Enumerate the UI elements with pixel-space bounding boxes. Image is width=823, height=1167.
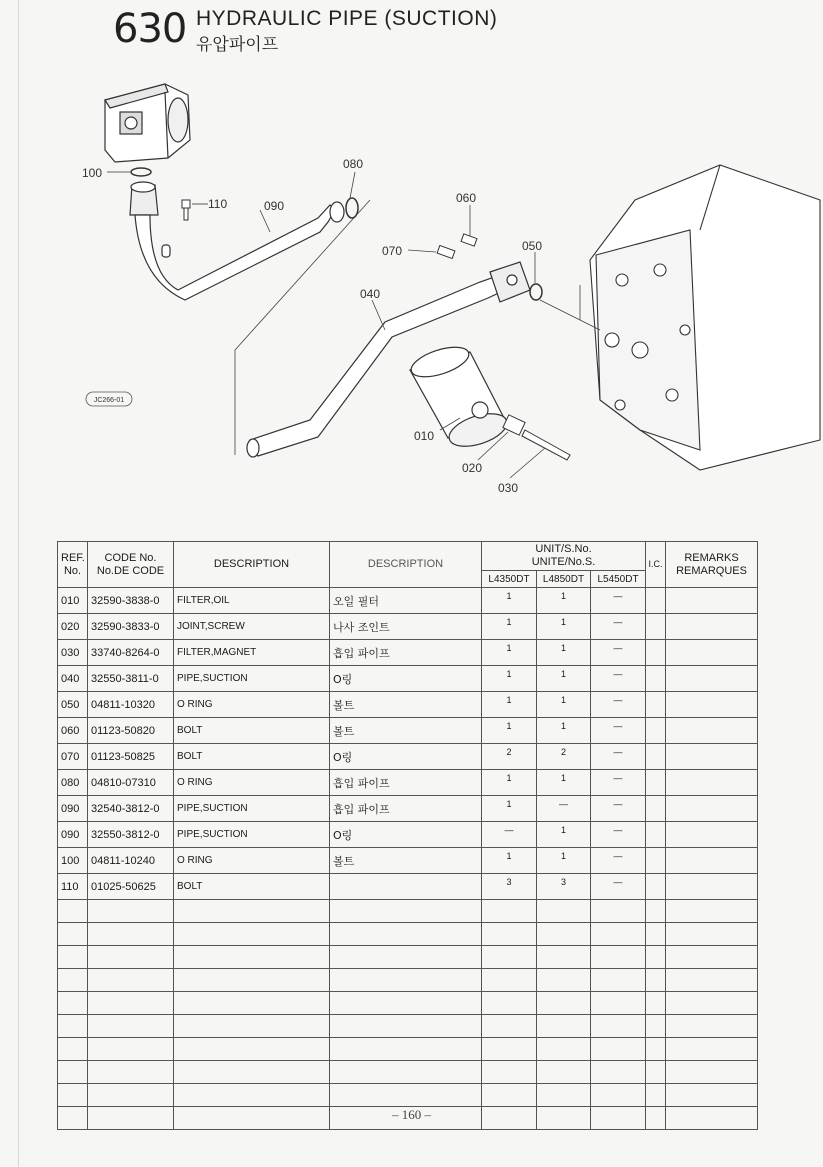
qty-l4850dt-cell: 1 xyxy=(537,822,591,848)
description-ko-cell: 나사 조인트 xyxy=(330,614,482,640)
remarks-cell xyxy=(666,588,758,614)
header-ic: I.C. xyxy=(646,542,666,588)
empty-cell xyxy=(591,1038,646,1061)
description-cell: BOLT xyxy=(174,744,330,770)
qty-l4850dt-cell: 1 xyxy=(537,588,591,614)
empty-cell xyxy=(646,923,666,946)
ic-cell xyxy=(646,614,666,640)
empty-cell xyxy=(666,1038,758,1061)
qty-l5450dt-cell: — xyxy=(591,614,646,640)
pipe-090-shape xyxy=(130,182,344,300)
ref-cell: 070 xyxy=(58,744,88,770)
code-cell: 01123-50820 xyxy=(88,718,174,744)
empty-table-row xyxy=(58,946,758,969)
qty-l4850dt-cell: 1 xyxy=(537,770,591,796)
empty-cell xyxy=(537,969,591,992)
callout-110: 110 xyxy=(208,197,228,211)
code-cell: 04811-10240 xyxy=(88,848,174,874)
empty-cell xyxy=(330,900,482,923)
code-cell: 32590-3833-0 xyxy=(88,614,174,640)
qty-l4350dt-cell: 1 xyxy=(482,666,537,692)
empty-cell xyxy=(537,1038,591,1061)
empty-cell xyxy=(88,1015,174,1038)
exploded-parts-diagram xyxy=(0,0,823,520)
qty-l4350dt-cell: 1 xyxy=(482,614,537,640)
ref-cell: 040 xyxy=(58,666,88,692)
empty-cell xyxy=(88,900,174,923)
header-description: DESCRIPTION xyxy=(174,542,330,588)
table-row xyxy=(58,588,758,614)
qty-l5450dt-cell: — xyxy=(591,666,646,692)
qty-l4350dt-cell: 3 xyxy=(482,874,537,900)
callout-100: 100 xyxy=(82,166,103,180)
description-ko-cell: O링 xyxy=(330,822,482,848)
parts-table-body xyxy=(58,588,758,1130)
description-cell: O RING xyxy=(174,848,330,874)
qty-l4850dt-cell: 1 xyxy=(537,848,591,874)
empty-cell xyxy=(174,946,330,969)
ic-cell xyxy=(646,640,666,666)
ref-cell: 020 xyxy=(58,614,88,640)
empty-cell xyxy=(591,946,646,969)
qty-l4350dt-cell: 1 xyxy=(482,848,537,874)
footer-page-number: – 160 – xyxy=(392,1107,431,1122)
ic-cell xyxy=(646,718,666,744)
table-row xyxy=(58,718,758,744)
remarks-cell xyxy=(666,718,758,744)
header-ref xyxy=(58,542,88,588)
empty-table-row xyxy=(58,1015,758,1038)
empty-cell xyxy=(58,900,88,923)
hydraulic-pump-illustration xyxy=(105,84,190,162)
empty-table-row xyxy=(58,1061,758,1084)
header-ref-line1: REF. xyxy=(61,551,85,564)
qty-l5450dt-cell: — xyxy=(591,822,646,848)
empty-cell xyxy=(591,969,646,992)
ref-cell: 060 xyxy=(58,718,88,744)
empty-cell xyxy=(646,992,666,1015)
ref-cell: 100 xyxy=(58,848,88,874)
empty-cell xyxy=(482,1038,537,1061)
empty-cell xyxy=(174,969,330,992)
qty-l4850dt-cell: 1 xyxy=(537,614,591,640)
empty-cell xyxy=(666,992,758,1015)
code-cell: 33740-8264-0 xyxy=(88,640,174,666)
qty-l5450dt-cell: — xyxy=(591,744,646,770)
empty-cell xyxy=(537,923,591,946)
header-remarks-line2: REMARQUES xyxy=(676,564,747,577)
o-ring-050-shape xyxy=(530,284,542,300)
empty-cell xyxy=(174,1038,330,1061)
empty-cell xyxy=(174,1061,330,1084)
description-ko-cell: 오일 필터 xyxy=(330,588,482,614)
remarks-cell xyxy=(666,640,758,666)
empty-cell xyxy=(591,1084,646,1107)
header-code xyxy=(88,542,174,588)
empty-cell xyxy=(330,1084,482,1107)
ref-cell: 080 xyxy=(58,770,88,796)
ic-cell xyxy=(646,796,666,822)
qty-l4350dt-cell: 1 xyxy=(482,718,537,744)
empty-cell xyxy=(330,1015,482,1038)
qty-l4350dt-cell: 1 xyxy=(482,588,537,614)
bolt-070-shape xyxy=(437,246,455,259)
empty-cell xyxy=(174,900,330,923)
section-number: 630 xyxy=(113,6,187,52)
header-model-l4850dt: L4850DT xyxy=(537,571,591,588)
qty-l4850dt-cell: — xyxy=(537,796,591,822)
qty-l4350dt-cell: 2 xyxy=(482,744,537,770)
header-ref-line2: No. xyxy=(63,564,82,577)
empty-cell xyxy=(482,923,537,946)
description-cell: O RING xyxy=(174,770,330,796)
header-model-l5450dt: L5450DT xyxy=(591,571,646,588)
empty-cell xyxy=(174,992,330,1015)
ic-cell xyxy=(646,588,666,614)
empty-cell xyxy=(482,946,537,969)
qty-l5450dt-cell: — xyxy=(591,718,646,744)
qty-l4850dt-cell: 1 xyxy=(537,718,591,744)
table-row xyxy=(58,614,758,640)
callout-070: 070 xyxy=(382,244,403,258)
description-ko-cell: 흡입 파이프 xyxy=(330,796,482,822)
o-ring-100-shape xyxy=(131,168,151,176)
ref-cell: 010 xyxy=(58,588,88,614)
table-row xyxy=(58,666,758,692)
callout-030: 030 xyxy=(498,481,519,495)
empty-cell xyxy=(666,1061,758,1084)
qty-l4850dt-cell: 1 xyxy=(537,640,591,666)
empty-cell xyxy=(482,1061,537,1084)
qty-l5450dt-cell: — xyxy=(591,796,646,822)
empty-cell xyxy=(88,1084,174,1107)
table-row xyxy=(58,822,758,848)
qty-l5450dt-cell: — xyxy=(591,588,646,614)
callout-020: 020 xyxy=(462,461,483,475)
qty-l4850dt-cell: 2 xyxy=(537,744,591,770)
empty-cell xyxy=(537,1015,591,1038)
callout-090: 090 xyxy=(264,199,285,213)
empty-table-row xyxy=(58,992,758,1015)
callout-080: 080 xyxy=(343,157,364,171)
ic-cell xyxy=(646,692,666,718)
header-code-line2: No.DE CODE xyxy=(96,564,165,577)
empty-table-row xyxy=(58,969,758,992)
empty-cell xyxy=(330,969,482,992)
empty-cell xyxy=(330,946,482,969)
code-cell: 01025-50625 xyxy=(88,874,174,900)
figure-code: JC266-01 xyxy=(93,397,125,404)
empty-cell xyxy=(646,1015,666,1038)
empty-cell xyxy=(537,1061,591,1084)
empty-cell xyxy=(88,1061,174,1084)
remarks-cell xyxy=(666,874,758,900)
remarks-cell xyxy=(666,770,758,796)
table-row xyxy=(58,848,758,874)
empty-cell xyxy=(482,1015,537,1038)
ref-cell: 050 xyxy=(58,692,88,718)
description-cell: PIPE,SUCTION xyxy=(174,666,330,692)
empty-cell xyxy=(58,1061,88,1084)
remarks-cell xyxy=(666,822,758,848)
empty-cell xyxy=(88,923,174,946)
qty-l4350dt-cell: 1 xyxy=(482,640,537,666)
table-row xyxy=(58,744,758,770)
empty-cell xyxy=(58,946,88,969)
description-ko-cell: 볼트 xyxy=(330,848,482,874)
remarks-cell xyxy=(666,614,758,640)
ic-cell xyxy=(646,770,666,796)
empty-cell xyxy=(591,1015,646,1038)
empty-cell xyxy=(88,1038,174,1061)
description-ko-cell: 흡입 파이프 xyxy=(330,640,482,666)
empty-cell xyxy=(174,1084,330,1107)
description-cell: PIPE,SUCTION xyxy=(174,796,330,822)
empty-cell xyxy=(88,969,174,992)
description-ko-cell: O링 xyxy=(330,666,482,692)
magnet-filter-030-shape xyxy=(522,430,570,460)
description-ko-cell: 볼트 xyxy=(330,692,482,718)
empty-cell xyxy=(330,1038,482,1061)
empty-cell xyxy=(591,1061,646,1084)
empty-cell xyxy=(666,1084,758,1107)
description-cell: JOINT,SCREW xyxy=(174,614,330,640)
remarks-cell xyxy=(666,796,758,822)
empty-cell xyxy=(482,992,537,1015)
description-cell: FILTER,OIL xyxy=(174,588,330,614)
table-row xyxy=(58,640,758,666)
remarks-cell xyxy=(666,744,758,770)
qty-l5450dt-cell: — xyxy=(591,874,646,900)
callout-010: 010 xyxy=(414,429,435,443)
header-unit xyxy=(482,542,646,571)
empty-cell xyxy=(174,923,330,946)
empty-cell xyxy=(537,946,591,969)
empty-cell xyxy=(646,946,666,969)
callout-050: 050 xyxy=(522,239,543,253)
empty-cell xyxy=(666,900,758,923)
table-row xyxy=(58,770,758,796)
ic-cell xyxy=(646,822,666,848)
page-title: HYDRAULIC PIPE (SUCTION) xyxy=(196,7,498,30)
ic-cell xyxy=(646,874,666,900)
description-ko-cell xyxy=(330,874,482,900)
bolt-060-shape xyxy=(461,234,477,246)
empty-cell xyxy=(646,969,666,992)
callout-040: 040 xyxy=(360,287,381,301)
empty-cell xyxy=(88,946,174,969)
empty-cell xyxy=(666,1015,758,1038)
empty-cell xyxy=(58,1038,88,1061)
header-remarks-line1: REMARKS xyxy=(684,551,739,564)
description-cell: O RING xyxy=(174,692,330,718)
empty-table-row xyxy=(58,1084,758,1107)
empty-cell xyxy=(482,1084,537,1107)
code-cell: 04811-10320 xyxy=(88,692,174,718)
ref-cell: 030 xyxy=(58,640,88,666)
callout-060: 060 xyxy=(456,191,477,205)
empty-cell xyxy=(58,992,88,1015)
empty-cell xyxy=(591,900,646,923)
empty-cell xyxy=(58,1084,88,1107)
qty-l5450dt-cell: — xyxy=(591,640,646,666)
empty-cell xyxy=(591,992,646,1015)
ref-cell: 090 xyxy=(58,796,88,822)
ic-cell xyxy=(646,666,666,692)
qty-l4850dt-cell: 3 xyxy=(537,874,591,900)
remarks-cell xyxy=(666,692,758,718)
empty-cell xyxy=(666,923,758,946)
empty-cell xyxy=(666,969,758,992)
table-row xyxy=(58,796,758,822)
table-row xyxy=(58,874,758,900)
code-cell: 04810-07310 xyxy=(88,770,174,796)
code-cell: 32590-3838-0 xyxy=(88,588,174,614)
empty-cell xyxy=(330,992,482,1015)
ic-cell xyxy=(646,848,666,874)
empty-cell xyxy=(591,923,646,946)
description-cell: PIPE,SUCTION xyxy=(174,822,330,848)
empty-cell xyxy=(88,992,174,1015)
qty-l4350dt-cell: — xyxy=(482,822,537,848)
page-title-korean: 유압파이프 xyxy=(196,35,279,55)
empty-cell xyxy=(537,900,591,923)
description-ko-cell: 볼트 xyxy=(330,718,482,744)
empty-cell xyxy=(482,900,537,923)
bolt-110-shape xyxy=(182,200,190,220)
empty-table-row xyxy=(58,923,758,946)
description-ko-cell: O링 xyxy=(330,744,482,770)
empty-cell xyxy=(174,1015,330,1038)
empty-cell xyxy=(330,923,482,946)
qty-l5450dt-cell: — xyxy=(591,692,646,718)
qty-l4850dt-cell: 1 xyxy=(537,692,591,718)
code-cell: 32550-3811-0 xyxy=(88,666,174,692)
empty-cell xyxy=(330,1061,482,1084)
description-cell: FILTER,MAGNET xyxy=(174,640,330,666)
header-description-ko: DESCRIPTION xyxy=(330,542,482,588)
empty-cell xyxy=(58,923,88,946)
code-cell: 01123-50825 xyxy=(88,744,174,770)
header-code-line1: CODE No. xyxy=(104,551,157,564)
empty-cell xyxy=(646,1061,666,1084)
empty-cell xyxy=(646,1084,666,1107)
empty-cell xyxy=(482,969,537,992)
header-remarks xyxy=(666,542,758,588)
description-cell: BOLT xyxy=(174,874,330,900)
qty-l4350dt-cell: 1 xyxy=(482,692,537,718)
empty-cell xyxy=(537,992,591,1015)
table-row xyxy=(58,692,758,718)
joint-screw-020-shape xyxy=(503,415,525,435)
ref-cell: 090 xyxy=(58,822,88,848)
parts-table xyxy=(57,541,758,1130)
ic-cell xyxy=(646,744,666,770)
empty-cell xyxy=(646,900,666,923)
qty-l4850dt-cell: 1 xyxy=(537,666,591,692)
empty-cell xyxy=(58,1015,88,1038)
empty-cell xyxy=(58,969,88,992)
empty-table-row xyxy=(58,900,758,923)
header-unit-line2: UNITE/No.S. xyxy=(531,556,596,568)
remarks-cell xyxy=(666,848,758,874)
qty-l4350dt-cell: 1 xyxy=(482,796,537,822)
header-unit-line1: UNIT/S.No. xyxy=(535,543,592,555)
empty-cell xyxy=(537,1084,591,1107)
remarks-cell xyxy=(666,666,758,692)
description-cell: BOLT xyxy=(174,718,330,744)
code-cell: 32540-3812-0 xyxy=(88,796,174,822)
empty-cell xyxy=(646,1038,666,1061)
description-ko-cell: 흡입 파이프 xyxy=(330,770,482,796)
empty-cell xyxy=(666,946,758,969)
header-model-l4350dt: L4350DT xyxy=(482,571,537,588)
empty-table-row xyxy=(58,1038,758,1061)
ref-cell: 110 xyxy=(58,874,88,900)
transmission-housing-illustration xyxy=(590,165,820,470)
qty-l5450dt-cell: — xyxy=(591,770,646,796)
qty-l4350dt-cell: 1 xyxy=(482,770,537,796)
qty-l5450dt-cell: — xyxy=(591,848,646,874)
code-cell: 32550-3812-0 xyxy=(88,822,174,848)
